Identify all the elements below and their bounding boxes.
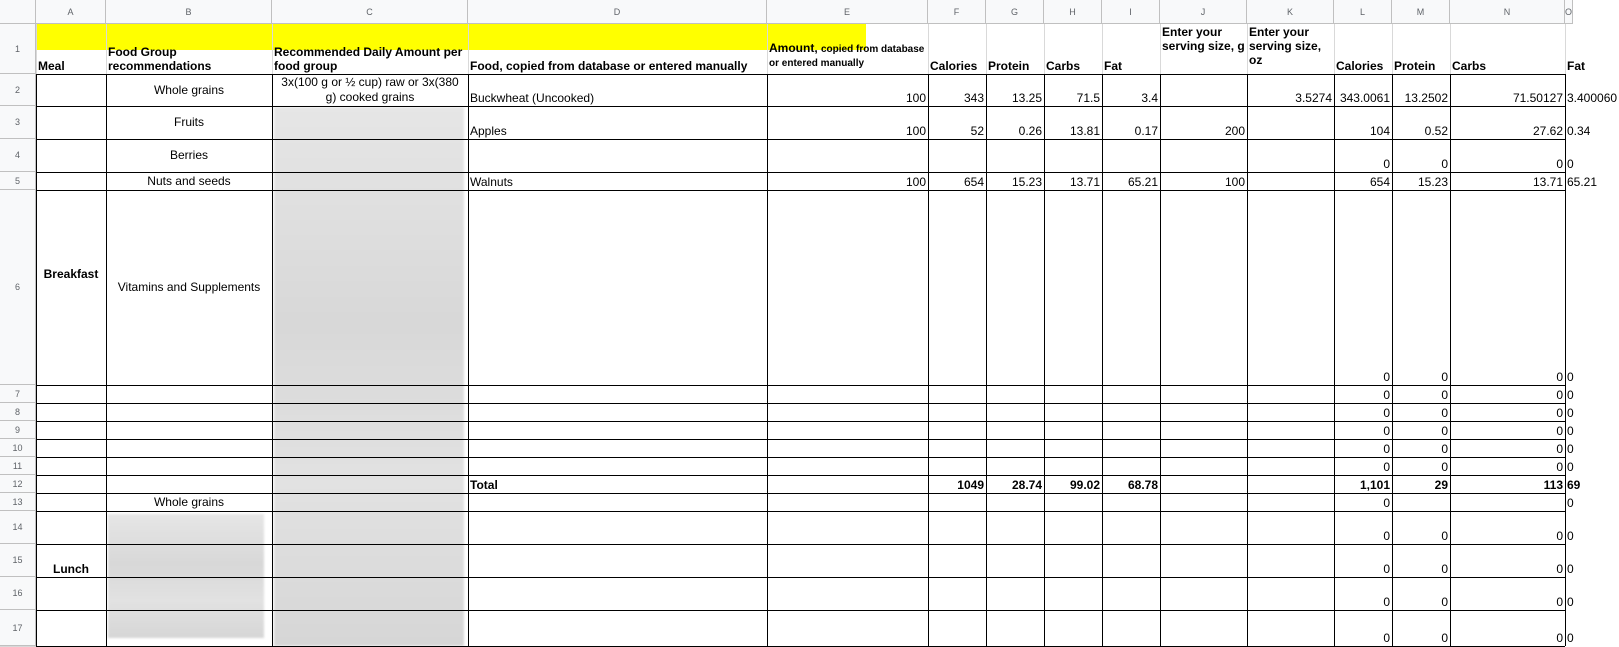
cell-o12[interactable]: 69 bbox=[1567, 478, 1581, 492]
cell-f2[interactable]: 343 bbox=[963, 91, 984, 105]
recommended-grains[interactable]: 3x(100 g or ½ cup) raw or 3x(380 g) cooked grains bbox=[281, 75, 459, 104]
row-header-6[interactable]: 6 bbox=[0, 190, 36, 385]
cell-e5[interactable]: 100 bbox=[905, 175, 926, 189]
cell-l11[interactable]: 0 bbox=[1383, 460, 1390, 474]
cell-o6[interactable]: 0 bbox=[1567, 370, 1574, 384]
col-border bbox=[767, 74, 768, 646]
cell-f3[interactable]: 52 bbox=[970, 124, 984, 138]
header-fat-total[interactable]: Fat bbox=[1567, 59, 1585, 73]
cell-l13[interactable]: 0 bbox=[1383, 496, 1390, 510]
header-serving-oz[interactable]: Enter your serving size, oz bbox=[1249, 25, 1322, 67]
row-header-4[interactable]: 4 bbox=[0, 139, 36, 172]
row-header-10[interactable]: 10 bbox=[0, 439, 36, 457]
cell-h5[interactable]: 13.71 bbox=[1069, 175, 1100, 189]
column-header-a[interactable]: A bbox=[36, 0, 106, 24]
col-border bbox=[1102, 74, 1103, 646]
cell-n10[interactable]: 0 bbox=[1556, 442, 1563, 456]
food-group-fruits[interactable]: Fruits bbox=[174, 115, 204, 129]
header-protein-total[interactable]: Protein bbox=[1394, 59, 1436, 73]
header-amount-note: copied from database or entered manually bbox=[769, 44, 925, 69]
meal-breakfast[interactable]: Breakfast bbox=[43, 267, 99, 281]
cell-m10[interactable]: 0 bbox=[1441, 442, 1448, 456]
cell-m3[interactable]: 0.52 bbox=[1424, 124, 1448, 138]
cell-o3[interactable]: 0.34 bbox=[1567, 124, 1591, 138]
cell-l14[interactable]: 0 bbox=[1383, 529, 1390, 543]
cell-l4[interactable]: 0 bbox=[1383, 157, 1390, 171]
cell-o10[interactable]: 0 bbox=[1567, 442, 1574, 456]
cell-l3[interactable]: 104 bbox=[1369, 124, 1390, 138]
row-header-15[interactable]: 15 bbox=[0, 544, 36, 577]
cell-m5[interactable]: 15.23 bbox=[1417, 175, 1448, 189]
cell-m4[interactable]: 0 bbox=[1441, 157, 1448, 171]
cell-k2[interactable]: 3.5274 bbox=[1295, 91, 1332, 105]
header-protein[interactable]: Protein bbox=[988, 59, 1030, 73]
cell-m12[interactable]: 29 bbox=[1434, 478, 1448, 492]
cell-n15[interactable]: 0 bbox=[1556, 562, 1563, 576]
redacted-recommended bbox=[274, 107, 464, 646]
cell-o4[interactable]: 0 bbox=[1567, 157, 1574, 171]
row-header-7[interactable]: 7 bbox=[0, 385, 36, 403]
cell-l17[interactable]: 0 bbox=[1383, 631, 1390, 645]
row-header-2[interactable]: 2 bbox=[0, 74, 36, 106]
cell-j3[interactable]: 200 bbox=[1224, 124, 1245, 138]
col-border bbox=[1044, 74, 1045, 646]
cell-j5[interactable]: 100 bbox=[1224, 175, 1245, 189]
column-header-i[interactable]: I bbox=[1102, 0, 1160, 24]
cell-d2[interactable]: Buckwheat (Uncooked) bbox=[470, 91, 595, 105]
cell-n16[interactable]: 0 bbox=[1556, 595, 1563, 609]
cell-i3[interactable]: 0.17 bbox=[1134, 124, 1158, 138]
cell-h2[interactable]: 71.5 bbox=[1076, 91, 1100, 105]
food-group-berries[interactable]: Berries bbox=[169, 148, 208, 162]
cell-m9[interactable]: 0 bbox=[1441, 424, 1448, 438]
col-border bbox=[928, 74, 929, 646]
cell-n3[interactable]: 27.62 bbox=[1532, 124, 1563, 138]
cell-i12[interactable]: 68.78 bbox=[1127, 478, 1158, 492]
cell-o2[interactable]: 3.400060 bbox=[1567, 91, 1618, 105]
food-group-whole-grains[interactable]: Whole grains bbox=[153, 82, 225, 97]
row-header-3[interactable]: 3 bbox=[0, 106, 36, 139]
food-group-vitamins[interactable]: Vitamins and Supplements bbox=[117, 280, 261, 294]
cell-n11[interactable]: 0 bbox=[1556, 460, 1563, 474]
column-header-m[interactable]: M bbox=[1392, 0, 1450, 24]
col-border bbox=[986, 74, 987, 646]
cell-o15[interactable]: 0 bbox=[1567, 562, 1574, 576]
cell-n17[interactable]: 0 bbox=[1556, 631, 1563, 645]
column-header-d[interactable]: D bbox=[468, 0, 767, 24]
cell-l15[interactable]: 0 bbox=[1383, 562, 1390, 576]
cell-m15[interactable]: 0 bbox=[1441, 562, 1448, 576]
cell-m2[interactable]: 13.2502 bbox=[1404, 91, 1448, 105]
cell-m6[interactable]: 0 bbox=[1441, 370, 1448, 384]
cell-h3[interactable]: 13.81 bbox=[1069, 124, 1100, 138]
cell-i2[interactable]: 3.4 bbox=[1141, 91, 1158, 105]
row-header-16[interactable]: 16 bbox=[0, 577, 36, 610]
cell-o14[interactable]: 0 bbox=[1567, 529, 1574, 543]
redacted-lunch-foodgroup bbox=[108, 514, 264, 638]
cell-m16[interactable]: 0 bbox=[1441, 595, 1448, 609]
column-header-g[interactable]: G bbox=[986, 0, 1044, 24]
header-food[interactable]: Food, copied from database or entered manually bbox=[470, 59, 748, 73]
cell-l9[interactable]: 0 bbox=[1383, 424, 1390, 438]
cell-g3[interactable]: 0.26 bbox=[1018, 124, 1042, 138]
col-border bbox=[468, 74, 469, 646]
header-recommended[interactable]: Recommended Daily Amount per food group bbox=[274, 45, 463, 73]
cell-g12[interactable]: 28.74 bbox=[1011, 478, 1042, 492]
column-header-e[interactable]: E bbox=[767, 0, 928, 24]
cell-h12[interactable]: 99.02 bbox=[1069, 478, 1100, 492]
column-header-j[interactable]: J bbox=[1160, 0, 1247, 24]
header-meal[interactable]: Meal bbox=[38, 59, 65, 73]
cell-d5[interactable]: Walnuts bbox=[470, 175, 513, 189]
row-header-17[interactable]: 17 bbox=[0, 610, 36, 646]
cell-g5[interactable]: 15.23 bbox=[1011, 175, 1042, 189]
column-header-h[interactable]: H bbox=[1044, 0, 1102, 24]
cell-n4[interactable]: 0 bbox=[1556, 157, 1563, 171]
row-header-9[interactable]: 9 bbox=[0, 421, 36, 439]
row-header-11[interactable]: 11 bbox=[0, 457, 36, 475]
cell-n5[interactable]: 13.71 bbox=[1532, 175, 1563, 189]
row-header-8[interactable]: 8 bbox=[0, 403, 36, 421]
meal-lunch[interactable]: Lunch bbox=[53, 562, 89, 576]
column-header-b[interactable]: B bbox=[106, 0, 272, 24]
col-border bbox=[1247, 74, 1248, 646]
cell-d12[interactable]: Total bbox=[470, 478, 498, 492]
row-header-1[interactable]: 1 bbox=[0, 24, 36, 74]
cell-l12[interactable]: 1,101 bbox=[1359, 478, 1390, 492]
row-header-14[interactable]: 14 bbox=[0, 511, 36, 544]
row-header-5[interactable]: 5 bbox=[0, 172, 36, 190]
cell-n6[interactable]: 0 bbox=[1556, 370, 1563, 384]
cell-o17[interactable]: 0 bbox=[1567, 631, 1574, 645]
cell-o8[interactable]: 0 bbox=[1567, 406, 1574, 420]
cell-m11[interactable]: 0 bbox=[1441, 460, 1448, 474]
cell-i5[interactable]: 65.21 bbox=[1127, 175, 1158, 189]
cell-f12[interactable]: 1049 bbox=[957, 478, 984, 492]
cell-m14[interactable]: 0 bbox=[1441, 529, 1448, 543]
cell-n9[interactable]: 0 bbox=[1556, 424, 1563, 438]
food-group-nuts[interactable]: Nuts and seeds bbox=[147, 173, 231, 188]
column-header-f[interactable]: F bbox=[928, 0, 986, 24]
column-header-c[interactable]: C bbox=[272, 0, 468, 24]
cell-n14[interactable]: 0 bbox=[1556, 529, 1563, 543]
cell-l16[interactable]: 0 bbox=[1383, 595, 1390, 609]
header-calories-total[interactable]: Calories bbox=[1336, 59, 1384, 73]
cell-n2[interactable]: 71.50127 bbox=[1512, 91, 1563, 105]
cell-l10[interactable]: 0 bbox=[1383, 442, 1390, 456]
corner-cell bbox=[0, 0, 36, 24]
cell-n12[interactable]: 113 bbox=[1543, 478, 1563, 492]
cell-l5[interactable]: 654 bbox=[1369, 175, 1390, 189]
cell-e3[interactable]: 100 bbox=[905, 124, 926, 138]
row-header-12[interactable]: 12 bbox=[0, 475, 36, 493]
cell-m17[interactable]: 0 bbox=[1441, 631, 1448, 645]
cell-o13[interactable]: 0 bbox=[1567, 496, 1574, 510]
row-header-13[interactable]: 13 bbox=[0, 493, 36, 511]
food-group-whole-grains-lunch[interactable]: Whole grains bbox=[153, 494, 225, 509]
header-fat[interactable]: Fat bbox=[1104, 59, 1122, 73]
cell-o16[interactable]: 0 bbox=[1567, 595, 1574, 609]
cell-l8[interactable]: 0 bbox=[1383, 406, 1390, 420]
cell-d3[interactable]: Apples bbox=[470, 124, 507, 138]
cell-o11[interactable]: 0 bbox=[1567, 460, 1574, 474]
header-serving-g[interactable]: Enter your serving size, g bbox=[1162, 25, 1245, 53]
cell-f5[interactable]: 654 bbox=[963, 175, 984, 189]
meal-separator bbox=[36, 475, 106, 476]
cell-n7[interactable]: 0 bbox=[1556, 388, 1563, 402]
header-amount[interactable] bbox=[767, 24, 928, 74]
cell-l6[interactable]: 0 bbox=[1383, 370, 1390, 384]
cell-o5[interactable]: 65.21 bbox=[1567, 175, 1598, 189]
cell-l7[interactable]: 0 bbox=[1383, 388, 1390, 402]
column-header-o[interactable]: O bbox=[1565, 0, 1573, 24]
cell-o7[interactable]: 0 bbox=[1567, 388, 1574, 402]
cell-l2[interactable]: 343.0061 bbox=[1339, 91, 1390, 105]
cell-m7[interactable]: 0 bbox=[1441, 388, 1448, 402]
header-food-group[interactable]: Food Group recommendations bbox=[108, 45, 212, 73]
header-amount-bold: Amount, bbox=[769, 41, 818, 55]
header-carbs-total[interactable]: Carbs bbox=[1452, 59, 1487, 73]
cell-n8[interactable]: 0 bbox=[1556, 406, 1563, 420]
header-carbs[interactable]: Carbs bbox=[1046, 59, 1081, 73]
column-header-l[interactable]: L bbox=[1334, 0, 1392, 24]
column-header-n[interactable]: N bbox=[1450, 0, 1565, 24]
cell-o9[interactable]: 0 bbox=[1567, 424, 1574, 438]
cell-m8[interactable]: 0 bbox=[1441, 406, 1448, 420]
cell-g2[interactable]: 13.25 bbox=[1011, 91, 1042, 105]
cell-e2[interactable]: 100 bbox=[905, 91, 926, 105]
col-border bbox=[272, 74, 273, 646]
cell-j2[interactable] bbox=[1160, 74, 1247, 106]
column-header-k[interactable]: K bbox=[1247, 0, 1334, 24]
header-calories[interactable]: Calories bbox=[930, 59, 978, 73]
col-border bbox=[1160, 74, 1161, 646]
